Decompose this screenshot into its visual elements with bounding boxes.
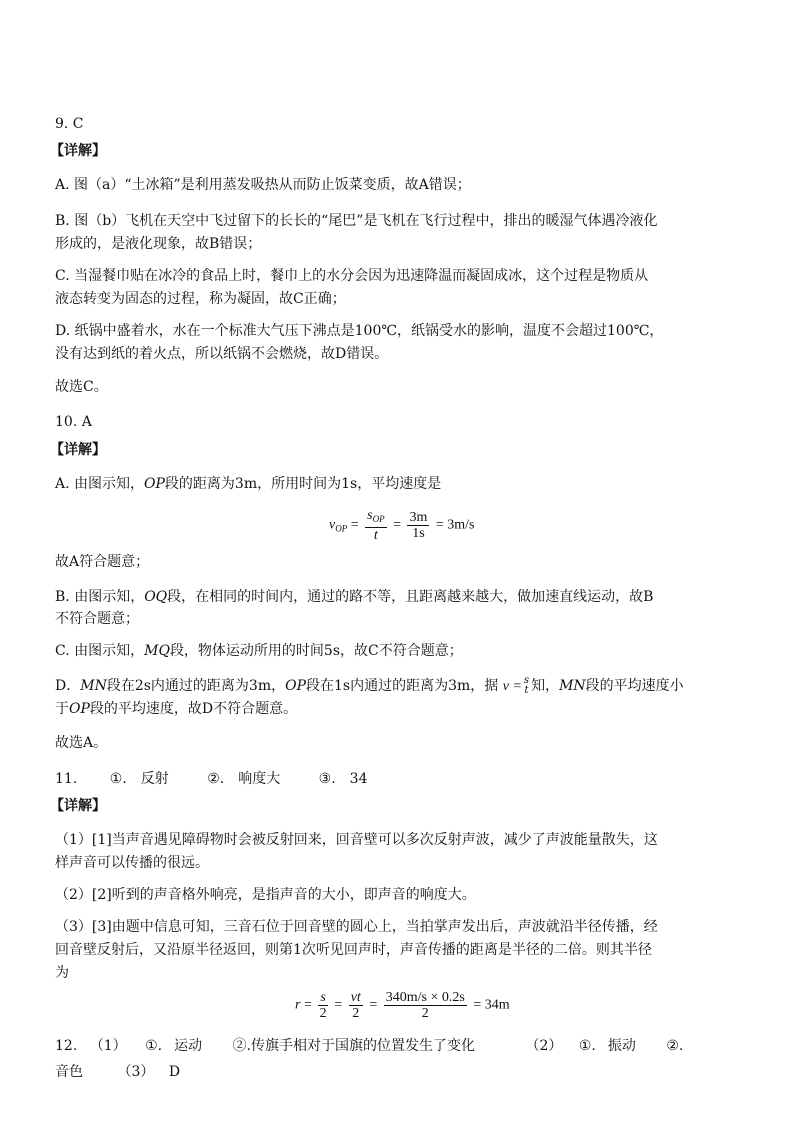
q9-option-c-line1: C. 当湿餐巾贴在冰冷的食品上时，餐巾上的水分会因为迅速降温而凝固成冰，这个过程是物质从 (55, 268, 649, 284)
q9-option-b-line2: 形成的，是液化现象，故B错误； (55, 236, 262, 252)
q11-answer: 11. ①. 反射 ②. 响度大 ③. 34 (55, 771, 368, 787)
q11-radius-formula: r = $\frac{s}{2}$ = $\frac{vt}{2}$ = $\frac{340m/s \times 0.2s}{2}$ = 34m (295, 990, 510, 1021)
q9-detail-heading: 【详解】 (50, 143, 106, 159)
q10-answer: 10. A (55, 414, 92, 430)
q10-option-b-line2: 不符合题意； (55, 611, 139, 627)
q9-option-d-line1: D. 纸锅中盛着水，水在一个标准大气压下沸点是100℃，纸锅受水的影响，温度不会超过100℃， (55, 323, 664, 339)
q9-option-b-line1: B. 图（b）飞机在天空中飞过留下的长长的“尾巴”是飞机在飞行过程中，排出的暖湿气体遇冷液化 (55, 213, 658, 229)
q11-part2: （2）[2]听到的声音格外响亮，是指声音的大小，即声音的响度大。 (55, 887, 476, 903)
q11-part1-line2: 样声音可以传播的很远。 (55, 855, 209, 871)
q10-velocity-formula: $v_{OP}$ = $\frac{s_{OP}}{t}$ = $\frac{3m}{1s}$ = 3m/s (329, 508, 475, 543)
q9-option-d-line2: 没有达到纸的着火点，所以纸锅不会燃烧，故D错误。 (55, 346, 389, 362)
q9-conclusion: 故选C。 (55, 379, 108, 395)
q11-detail-heading: 【详解】 (50, 798, 106, 814)
q9-option-c-line2: 液态转变为固态的过程，称为凝固，故C正确； (55, 291, 346, 307)
q10-a-conclusion: 故A符合题意； (55, 554, 150, 570)
q10-conclusion: 故选A。 (55, 735, 108, 751)
q10-option-d-line2: 于OP段的平均速度，故D不符合题意。 (55, 701, 298, 717)
q11-part3-line3: 为 (55, 965, 69, 981)
q11-part1-line1: （1）[1]当声音遇见障碍物时会被反射回来，回音壁可以多次反射声波，减少了声波能量散失，这 (55, 832, 658, 848)
q11-part3-line1: （3）[3]由题中信息可知，三音石位于回音壁的圆心上，当拍掌声发出后，声波就沿半径传播，经 (55, 919, 658, 935)
q9-option-a: A. 图（a）“土冰箱”是利用蒸发吸热从而防止饭菜变质，故A错误； (55, 177, 471, 193)
q12-answer-line1: 12. （1） ①. 运动 ②.传旗手相对于国旗的位置发生了变化 （2） ①. 振动 ②. (55, 1038, 684, 1054)
q10-option-c: C. 由图示知，MQ段，物体运动所用的时间5s，故C不符合题意； (55, 643, 463, 659)
q12-answer-line2: 音色 （3） D (55, 1064, 181, 1080)
q10-option-a: A. 由图示知，OP段的距离为3m，所用时间为1s，平均速度是 (55, 476, 442, 492)
q10-option-b-line1: B. 由图示知，OQ段，在相同的时间内，通过的路不等，且距离越来越大，做加速直线运动，故B (55, 589, 654, 605)
q11-part3-line2: 回音壁反射后，又沿原半径返回，则第1次听见回声时，声音传播的距离是半径的二倍。则其半径 (55, 942, 652, 958)
q10-detail-heading: 【详解】 (50, 442, 106, 458)
q9-answer: 9. C (55, 116, 84, 132)
q10-option-d-line1: D．MN段在2s内通过的距离为3m，OP段在1s内通过的距离为3m，据 v = s t 知，MN段的平均速度小 (55, 675, 684, 696)
